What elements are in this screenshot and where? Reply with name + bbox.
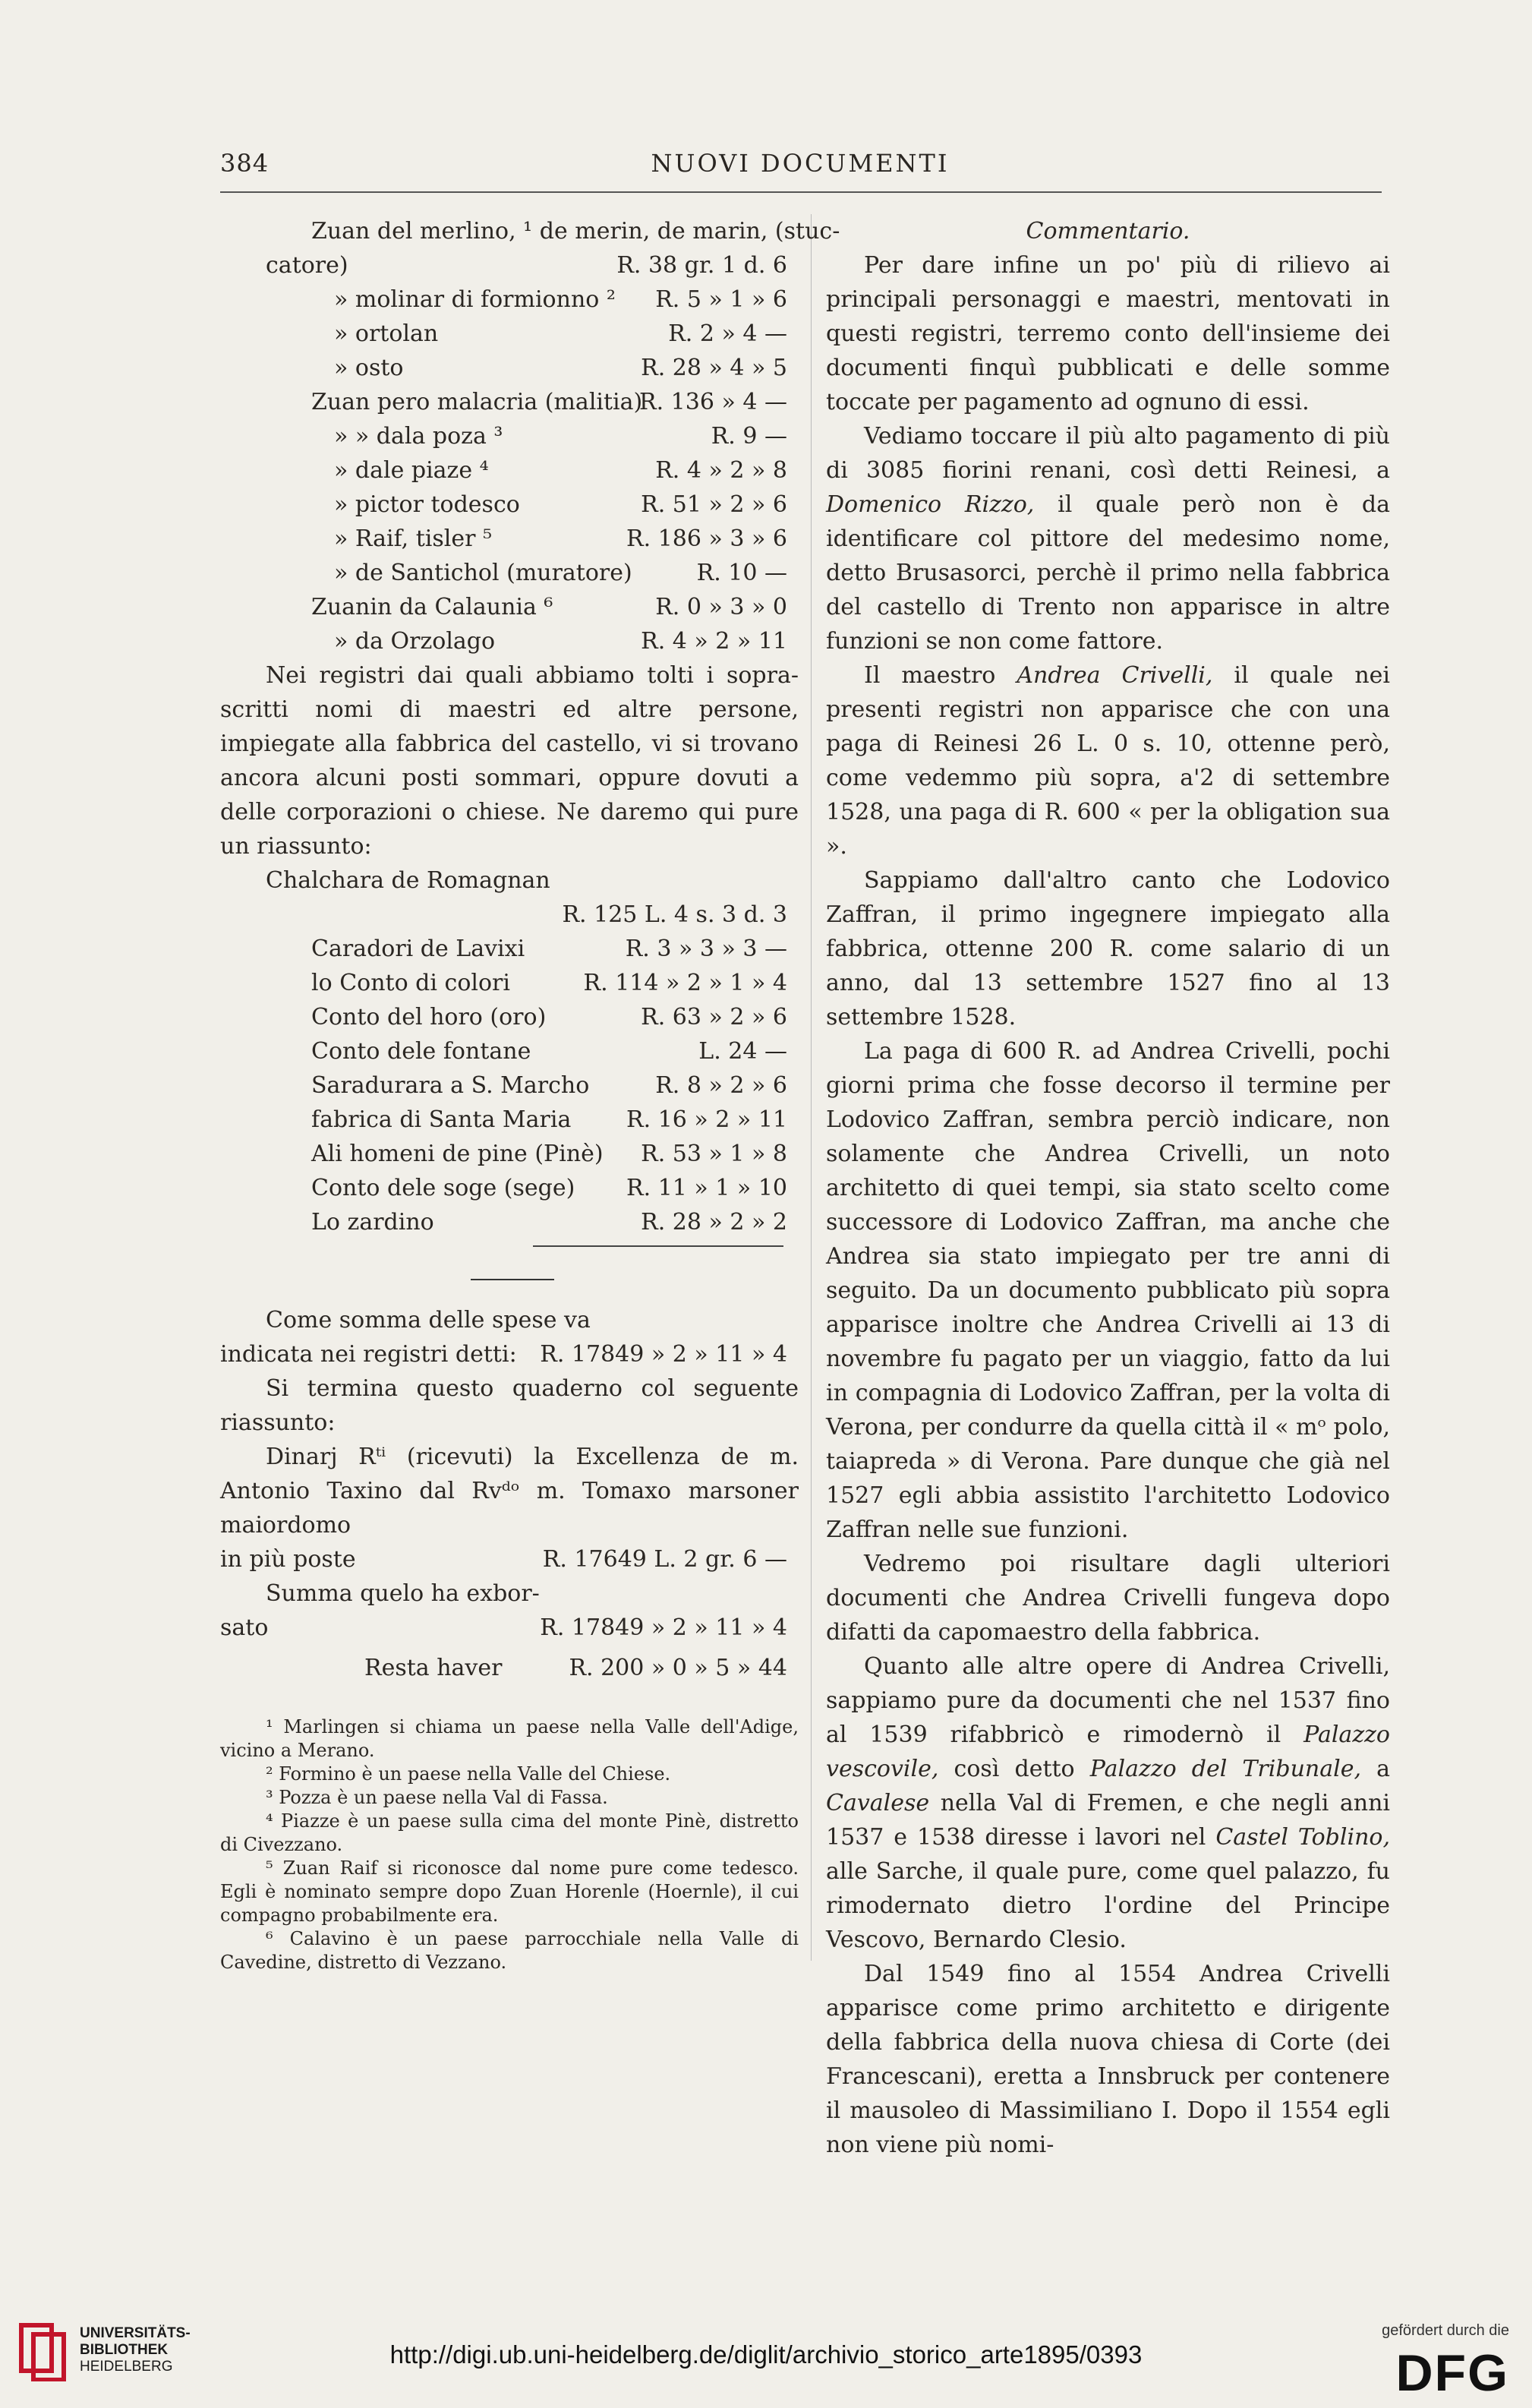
corp-row — [220, 1000, 799, 1034]
footnotes — [220, 1715, 799, 1974]
corp-amount: R. 3 » 3 » 3 — — [625, 936, 787, 962]
corp-label: Conto del horo (oro) — [311, 1004, 547, 1030]
corp-label: Conto dele soge (sege) — [311, 1175, 575, 1201]
corp-row — [220, 966, 799, 1000]
corp-amount: R. 53 » 1 » 8 — [641, 1141, 787, 1167]
master-amount: R. 2 » 4 — — [668, 320, 787, 347]
master-row — [220, 522, 799, 556]
master-label: » osto — [334, 355, 404, 381]
column-divider — [811, 214, 812, 1961]
master-amount: R. 4 » 2 » 8 — [655, 457, 787, 484]
corp-row — [220, 898, 799, 932]
commentary-paragraph: La paga di 600 R. ad Andrea Crivelli, pochi giorni prima che fosse decorso il termine per Lodovico Zaffran, sembra perciò indicare, non solamente che Andrea Crivelli, un noto architetto di quei tempi, sia stato scelto come successore di Lodovico Zaffran, ma anche che Andrea sia stato impiegato per tre anni di seguito. Da un documento pubblicato più sopra apparisce inoltre che Andrea Crivelli ai 13 di novembre fu pagato per un viaggio, fatto da lui in compagnia di Lodovico Zaffran, per la volta di Verona, per condurre da quella città il « mᵒ polo, taiapreda » di Verona. Pare dunque che già nel 1527 egli abbia assistito l'architetto Lodovico Zaffran nelle sue funzioni. — [826, 1038, 1390, 1543]
master-row — [220, 419, 799, 453]
master-label: » Raif, tisler ⁵ — [334, 525, 493, 552]
master-row — [220, 556, 799, 590]
dinarj-text: in più poste — [220, 1546, 356, 1573]
master-row — [220, 385, 799, 419]
page-number: 384 — [220, 149, 270, 178]
somma-amount: R. 17849 » 2 » 11 » 4 — [540, 1341, 787, 1368]
corp-amount: R. 11 » 1 » 10 — [626, 1175, 787, 1201]
corp-row — [220, 1137, 799, 1171]
somma-text: indicata nei registri detti: — [220, 1341, 517, 1368]
master-amount: R. 51 » 2 » 6 — [641, 491, 787, 518]
summa-row — [220, 1611, 799, 1645]
summa-text: Summa quelo ha exbor- — [266, 1580, 540, 1607]
corp-row — [220, 932, 799, 966]
summa-amount: R. 17849 » 2 » 11 » 4 — [540, 1614, 787, 1641]
corp-amount: R. 114 » 2 » 1 » 4 — [583, 970, 787, 996]
corp-label: Caradori de Lavixi — [311, 936, 525, 962]
commentary-paragraph: Quanto alle altre opere di Andrea Crivelli, sappiamo pure da documenti che nel 1537 fino al 1539 rifabbricò e rimodernò il Palazzo vescovile, così detto Palazzo del Tribunale, a Cavalese nella Val di Fremen, e che negli anni 1537 e 1538 diresse i lavori nel Castel Toblino, alle Sarche, il quale pure, come quel palazzo, fu rimodernato dietro l'ordine del Principe Vescovo, Bernardo Clesio. — [826, 1653, 1391, 1953]
corp-amount: R. 28 » 2 » 2 — [641, 1209, 787, 1236]
footnote: ⁵ Zuan Raif si riconosce dal nome pure come tedesco. Egli è nominato sempre dopo Zuan Horenle (Hoernle), il cui compagno probabilmente era. — [220, 1857, 799, 1926]
master-label: » molinar di formionno ² — [334, 286, 616, 313]
somma-text: Come somma delle spese va — [266, 1307, 591, 1333]
master-row — [220, 248, 799, 282]
master-amount: R. 0 » 3 » 0 — [655, 594, 787, 620]
digitization-footer — [0, 2293, 1532, 2408]
corp-row — [220, 863, 799, 898]
master-label: catore) — [266, 252, 348, 279]
master-row — [220, 317, 799, 351]
master-label: Zuan pero malacria (malitia) — [311, 389, 643, 415]
corp-amount: R. 16 » 2 » 11 — [626, 1106, 787, 1133]
corp-label: Conto dele fontane — [311, 1038, 531, 1065]
corp-label: fabrica di Santa Maria — [311, 1106, 572, 1133]
corp-amount: L. 24 — — [698, 1038, 787, 1065]
dfg-logo: DFG — [1395, 2344, 1509, 2402]
footnote: ⁶ Calavino è un paese parrocchiale nella Valle di Cavedine, distretto di Vezzano. — [220, 1928, 799, 1973]
left-column — [220, 214, 840, 1974]
master-amount: R. 4 » 2 » 11 — [641, 628, 787, 655]
corp-row — [220, 1034, 799, 1068]
master-row — [220, 453, 799, 488]
master-label: » » dala poza ³ — [334, 423, 503, 450]
master-label: » da Orzolago — [334, 628, 496, 655]
master-label: Zuanin da Calaunia ⁶ — [311, 594, 553, 620]
master-amount: R. 28 » 4 » 5 — [641, 355, 787, 381]
master-amount: R. 38 gr. 1 d. 6 — [616, 252, 787, 279]
commentary-paragraph: Sappiamo dall'altro canto che Lodovico Zaffran, il primo ingegnere impiegato alla fabbrica, ottenne 200 R. come salario di un anno, dal 13 settembre 1527 fino al 13 settembre 1528. — [826, 867, 1390, 1030]
commentary-paragraph: Il maestro Andrea Crivelli, il quale nei presenti registri non apparisce che con una paga di Reinesi 26 L. 0 s. 10, ottenne però, come vedemmo più sopra, a'2 di settembre 1528, una paga di R. 600 « per la obligation sua ». — [826, 662, 1391, 860]
commentary-paragraph: Vediamo toccare il più alto pagamento di più di 3085 fiorini renani, così detti Reinesi, a Domenico Rizzo, il quale però non è da identificare col pittore del medesimo nome, detto Brusasorci, perchè il primo nella fabbrica del castello di Trento non apparisce in altre funzioni se non come fattore. — [826, 423, 1390, 655]
corp-amount: R. 125 L. 4 s. 3 d. 3 — [562, 901, 787, 928]
right-column — [826, 214, 1390, 2162]
master-row — [220, 282, 799, 317]
footnote: ² Formino è un paese nella Valle del Chiese. — [266, 1763, 671, 1785]
commentary-title: Commentario. — [1026, 218, 1190, 245]
master-label: » pictor todesco — [334, 491, 520, 518]
dinarj-row — [220, 1542, 799, 1576]
master-row — [220, 590, 799, 624]
commentary-paragraph: Dal 1549 fino al 1554 Andrea Crivelli apparisce come primo architetto e dirigente della fabbrica della nuova chiesa di Corte (dei Francescani), eretta a Innsbruck per contenere il mausoleo di Massimiliano I. Dopo il 1554 egli non viene più nomi- — [826, 1961, 1390, 2158]
dinarj-paragraph: Dinarj Rᵗⁱ (ricevuti) la Excellenza de m. Antonio Taxino dal Rvᵈᵒ m. Tomaxo marsoner maiordomo — [220, 1444, 799, 1539]
footnote: ¹ Marlingen si chiama un paese nella Valle dell'Adige, vicino a Merano. — [220, 1716, 799, 1761]
funding-caption: gefördert durch die — [1382, 2322, 1509, 2339]
resta-row — [220, 1651, 799, 1685]
corp-label: Lo zardino — [311, 1209, 434, 1236]
masters-list — [220, 214, 840, 658]
intro-paragraph: Nei registri dai quali abbiamo tolti i sopra-scritti nomi di maestri ed altre persone, impiegate alla fabbrica del castello, vi si trovano ancora alcuni posti sommari, oppure dovuti a delle corporazioni o chiese. Ne daremo qui pure un riassunto: — [220, 662, 799, 860]
master-amount: R. 186 » 3 » 6 — [626, 525, 787, 552]
master-row — [220, 488, 799, 522]
summa-text: sato — [220, 1614, 269, 1641]
master-label: Zuan del merlino, ¹ de merin, de marin, (stuc- — [311, 218, 840, 245]
footnote: ⁴ Piazze è un paese sulla cima del monte Pinè, distretto di Civezzano. — [220, 1810, 799, 1855]
source-url[interactable]: http://digi.ub.uni-heidelberg.de/diglit/archivio_storico_arte1895/0393 — [389, 2340, 1143, 2369]
master-label: » ortolan — [334, 320, 439, 347]
master-amount: R. 9 — — [711, 423, 787, 450]
termina-paragraph: Si termina questo quaderno col seguente riassunto: — [220, 1375, 799, 1436]
master-row — [220, 351, 799, 385]
master-amount: R. 5 » 1 » 6 — [655, 286, 787, 313]
page-header — [220, 149, 1380, 182]
corp-label: Saradurara a S. Marcho — [311, 1072, 590, 1099]
corp-amount: R. 8 » 2 » 6 — [655, 1072, 787, 1099]
somma-row — [220, 1337, 799, 1371]
master-label: » de Santichol (muratore) — [334, 560, 632, 586]
master-amount: R. 10 — — [696, 560, 787, 586]
header-rule — [220, 191, 1382, 193]
corp-label: Chalchara de Romagnan — [266, 867, 550, 894]
corp-row — [220, 1205, 799, 1239]
corp-label: lo Conto di colori — [311, 970, 510, 996]
corp-row — [220, 1103, 799, 1137]
corp-label: Ali homeni de pine (Pinè) — [311, 1141, 604, 1167]
library-name: UNIVERSITÄTS- BIBLIOTHEK HEIDELBERG — [80, 2325, 191, 2375]
table-rule — [533, 1245, 783, 1247]
running-title: NUOVI DOCUMENTI — [651, 149, 950, 178]
master-label: » dale piaze ⁴ — [334, 457, 489, 484]
master-amount: R. 136 » 4 — — [639, 389, 787, 415]
master-row — [220, 214, 840, 248]
commentary-paragraph: Per dare infine un po' più di rilievo ai principali personaggi e maestri, mentovati in questi registri, terremo conto dell'insieme dei documenti finquì pubblicati e delle somme toccate per pagamento ad ognuno di essi. — [826, 252, 1390, 415]
corp-amount: R. 63 » 2 » 6 — [641, 1004, 787, 1030]
resta-label: Resta haver — [364, 1655, 503, 1681]
footnote: ³ Pozza è un paese nella Val di Fassa. — [266, 1787, 608, 1808]
corp-row — [220, 1068, 799, 1103]
somma-row — [220, 1303, 799, 1337]
commentary-paragraph: Vedremo poi risultare dagli ulteriori documenti che Andrea Crivelli fungeva dopo difatti da capomaestro della fabbrica. — [826, 1551, 1390, 1646]
master-row — [220, 624, 799, 658]
corp-list — [220, 932, 799, 1239]
resta-amount: R. 200 » 0 » 5 » 44 — [569, 1655, 787, 1681]
corp-row — [220, 1171, 799, 1205]
dinarj-amount: R. 17649 L. 2 gr. 6 — — [542, 1546, 787, 1573]
summa-row — [220, 1576, 799, 1611]
